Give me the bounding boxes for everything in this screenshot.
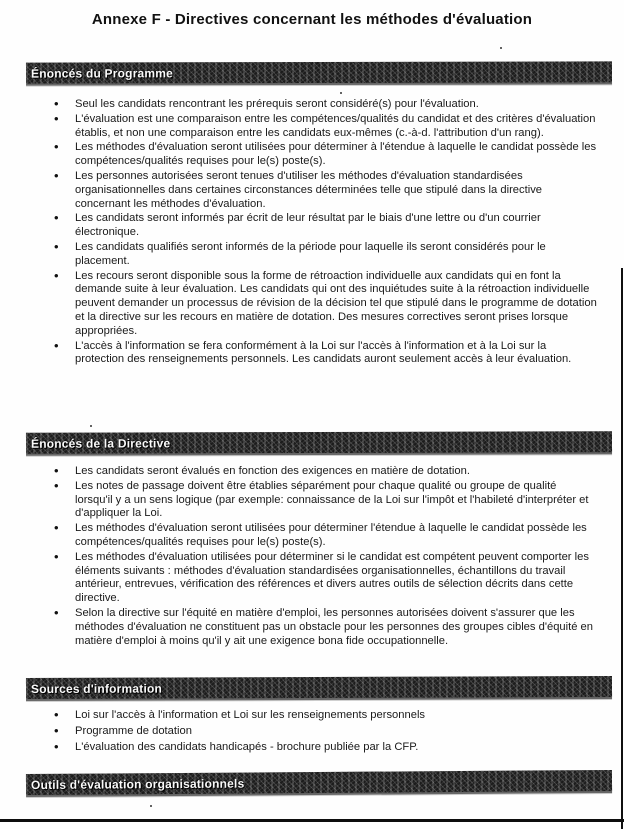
list-item: • Les candidats seront évalués en fonction des exigences en matière de dotation. <box>52 465 597 479</box>
section-header-label: Énoncés du Programme <box>30 65 174 81</box>
list-item: • Les méthodes d'évaluation utilisées pour déterminer si le candidat est compétent peuvent comporter les éléments suivants : méthodes d'évaluation standardisées organisationnelles, échantillons du travail antérieur, entrevues, vérification des références et divers autres outils de sélection décrits dans cette directive. <box>52 551 597 606</box>
bullet-list-enonces-directive <box>52 465 597 649</box>
list-item: • Les recours seront disponible sous la forme de rétroaction individuelle aux candidats qui en font la demande suite à leur évaluation. Les candidats qui ont des inquiétudes suite à la rétroaction individuelle peuvent demander un processus de révision de la décision tel que stipulé dans le programme de dotation et la directive sur les recours en matière de dotation. Des mesures correctives seront prises lorsque appropriées. <box>52 270 597 339</box>
section-header-bar-sources-information <box>26 676 612 699</box>
list-item: • L'accès à l'information se fera conformément à la Loi sur l'accès à l'information et à la Loi sur la protection des renseignements personnels. Les candidats auront seulement accès à leur évaluation. <box>52 340 597 368</box>
scan-artifact-right-line <box>621 268 623 829</box>
scan-artifact-bottom-line <box>0 819 624 822</box>
section-header-label: Énoncés de la Directive <box>30 435 171 451</box>
list-item: • Programme de dotation <box>52 725 597 739</box>
list-item: • L'évaluation est une comparaison entre les compétences/qualités du candidat et des critères d'évaluation établis, et non une comparaison entre les candidats eux-mêmes (c.-à-d. l'attribution d'un rang). <box>52 113 597 141</box>
section-header-label: Sources d'information <box>30 681 163 696</box>
section-header-bar-outils-evaluation <box>26 770 612 795</box>
bullet-list-sources-information <box>52 709 597 756</box>
list-item: • Selon la directive sur l'équité en matière d'emploi, les personnes autorisées doivent s'assurer que les méthodes d'évaluation ne constituent pas un obstacle pour les personnes des groupes cibles d'équité en matière d'emploi à moins qu'il y ait une exigence bona fide occupationnelle. <box>52 607 597 648</box>
section-header-bar-enonces-directive <box>26 431 612 454</box>
list-item: • Loi sur l'accès à l'information et Loi sur les renseignements personnels <box>52 709 597 723</box>
section-header-bar-enonces-programme <box>26 61 612 83</box>
list-item: • Les notes de passage doivent être établies séparément pour chaque qualité ou groupe de qualité lorsqu'il y a un sens logique (par exemple: connaissance de la Loi sur l'impôt et l'habileté d'interpréter et d'appliquer la Loi. <box>52 480 597 521</box>
list-item: • Seul les candidats rencontrant les prérequis seront considéré(s) pour l'évaluation. <box>52 98 597 112</box>
list-item: • Les candidats qualifiés seront informés de la période pour laquelle ils seront considérés pour le placement. <box>52 241 597 269</box>
page-title: Annexe F - Directives concernant les méthodes d'évaluation <box>91 11 533 28</box>
list-item: • Les méthodes d'évaluation seront utilisées pour déterminer l'étendue à laquelle le candidat possède les compétences/qualités requises pour le(s) poste(s). <box>52 522 597 550</box>
scan-speck <box>90 425 92 427</box>
list-item: • Les candidats seront informés par écrit de leur résultat par le biais d'une lettre ou d'un courrier électronique. <box>52 212 597 240</box>
scan-speck <box>500 47 502 49</box>
scan-speck <box>150 805 152 807</box>
list-item: • L'évaluation des candidats handicapés - brochure publiée par la CFP. <box>52 741 597 755</box>
list-item: • Les personnes autorisées seront tenues d'utiliser les méthodes d'évaluation standardisées organisationnelles dans certaines circonstances déterminées telle que stipulé dans la directive concernant les méthodes d'évaluation. <box>52 170 597 211</box>
section-header-label: Outils d'évaluation organisationnels <box>30 776 245 792</box>
scan-speck <box>340 92 342 94</box>
list-item: • Les méthodes d'évaluation seront utilisées pour déterminer à l'étendue à laquelle le candidat possède les compétences/qualités requises pour le(s) poste(s). <box>52 141 597 169</box>
bullet-list-enonces-programme <box>52 98 597 368</box>
